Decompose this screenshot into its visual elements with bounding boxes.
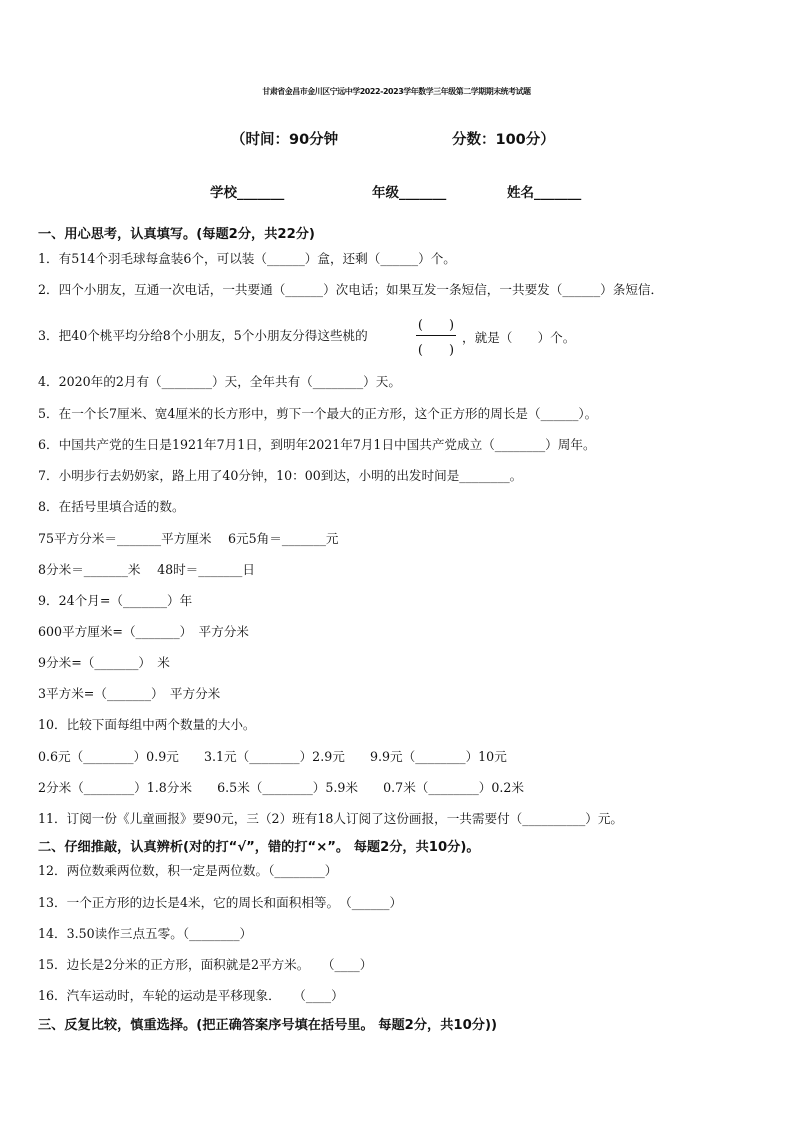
- question-8-row-2: 8分米＝_______米 48时＝_______日: [38, 562, 255, 577]
- question-12: 12．两位数乘两位数，积一定是两位数。（________）: [38, 863, 338, 878]
- question-16: 16．汽车运动时，车轮的运动是平移现象． （____）: [38, 988, 344, 1003]
- question-8: 8．在括号里填合适的数。: [38, 499, 185, 514]
- section-2-heading: 二、仔细推敲，认真辨析(对的打“√”，错的打“×”。 每题2分，共10分)。: [38, 840, 480, 855]
- question-5: 5．在一个长7厘米、宽4厘米的长方形中，剪下一个最大的正方形，这个正方形的周长是（______）。: [38, 406, 598, 421]
- exam-time: （时间：90分钟: [231, 132, 339, 148]
- question-10: 10．比较下面每组中两个数量的大小。: [38, 717, 256, 732]
- exam-score: 分数：100分）: [452, 132, 555, 148]
- question-3-suffix: ，就是（ ）个。: [462, 330, 576, 345]
- question-1: 1．有514个羽毛球每盒装6个，可以装（______）盒，还剩（______）个。: [38, 251, 456, 266]
- question-4: 4．2020年的2月有（________）天，全年共有（________）天。: [38, 374, 401, 389]
- question-3-text: 3．把40个桃平均分给8个小朋友，5个小朋友分得这些桃的: [38, 328, 368, 343]
- question-14: 14．3.50读作三点五零。（________）: [38, 926, 253, 941]
- grade-field: 年级_______: [372, 185, 447, 201]
- question-10-row-2: 2分米（________）1.8分米 6.5米（________）5.9米 0.7米（________）0.2米: [38, 780, 524, 795]
- question-11: 11．订阅一份《儿童画报》要90元，三（2）班有18人订阅了这份画报，一共需要付（__________）元。: [38, 811, 624, 826]
- fraction-numerator: ( ): [417, 318, 455, 333]
- school-field: 学校_______: [210, 185, 285, 201]
- question-6: 6．中国共产党的生日是1921年7月1日，到明年2021年7月1日中国共产党成立（________）周年。: [38, 437, 596, 452]
- question-9-row-2: 9分米=（_______） 米: [38, 655, 170, 670]
- question-15: 15．边长是2分米的正方形，面积就是2平方米。 （____）: [38, 957, 373, 972]
- fraction-bar: [416, 335, 456, 336]
- question-9-row-1: 600平方厘米=（_______） 平方分米: [38, 624, 249, 639]
- question-9-row-3: 3平方米=（_______） 平方分米: [38, 686, 221, 701]
- question-9: 9．24个月=（_______）年: [38, 593, 193, 608]
- section-3-heading: 三、反复比较，慎重选择。(把正确答案序号填在括号里。 每题2分，共10分)): [38, 1018, 498, 1033]
- question-13: 13．一个正方形的边长是4米，它的周长和面积相等。 （______）: [38, 895, 403, 910]
- question-2: 2．四个小朋友，互通一次电话，一共要通（______）次电话；如果互发一条短信，一共要发（______）条短信．: [38, 282, 664, 297]
- section-1-heading: 一、用心思考，认真填写。(每题2分，共22分): [38, 227, 315, 242]
- question-7: 7．小明步行去奶奶家，路上用了40分钟，10：00到达，小明的出发时间是________。: [38, 468, 523, 483]
- fraction-denominator: ( ): [417, 343, 455, 358]
- name-field: 姓名_______: [507, 185, 582, 201]
- question-10-row-1: 0.6元（________）0.9元 3.1元（________）2.9元 9.9元（________）10元: [38, 749, 507, 764]
- exam-title: 甘肃省金昌市金川区宁远中学2022-2023学年数学三年级第二学期期末统考试题: [262, 87, 531, 96]
- question-8-row-1: 75平方分米＝_______平方厘米 6元5角＝_______元: [38, 531, 339, 546]
- question-3-fraction: [414, 314, 458, 358]
